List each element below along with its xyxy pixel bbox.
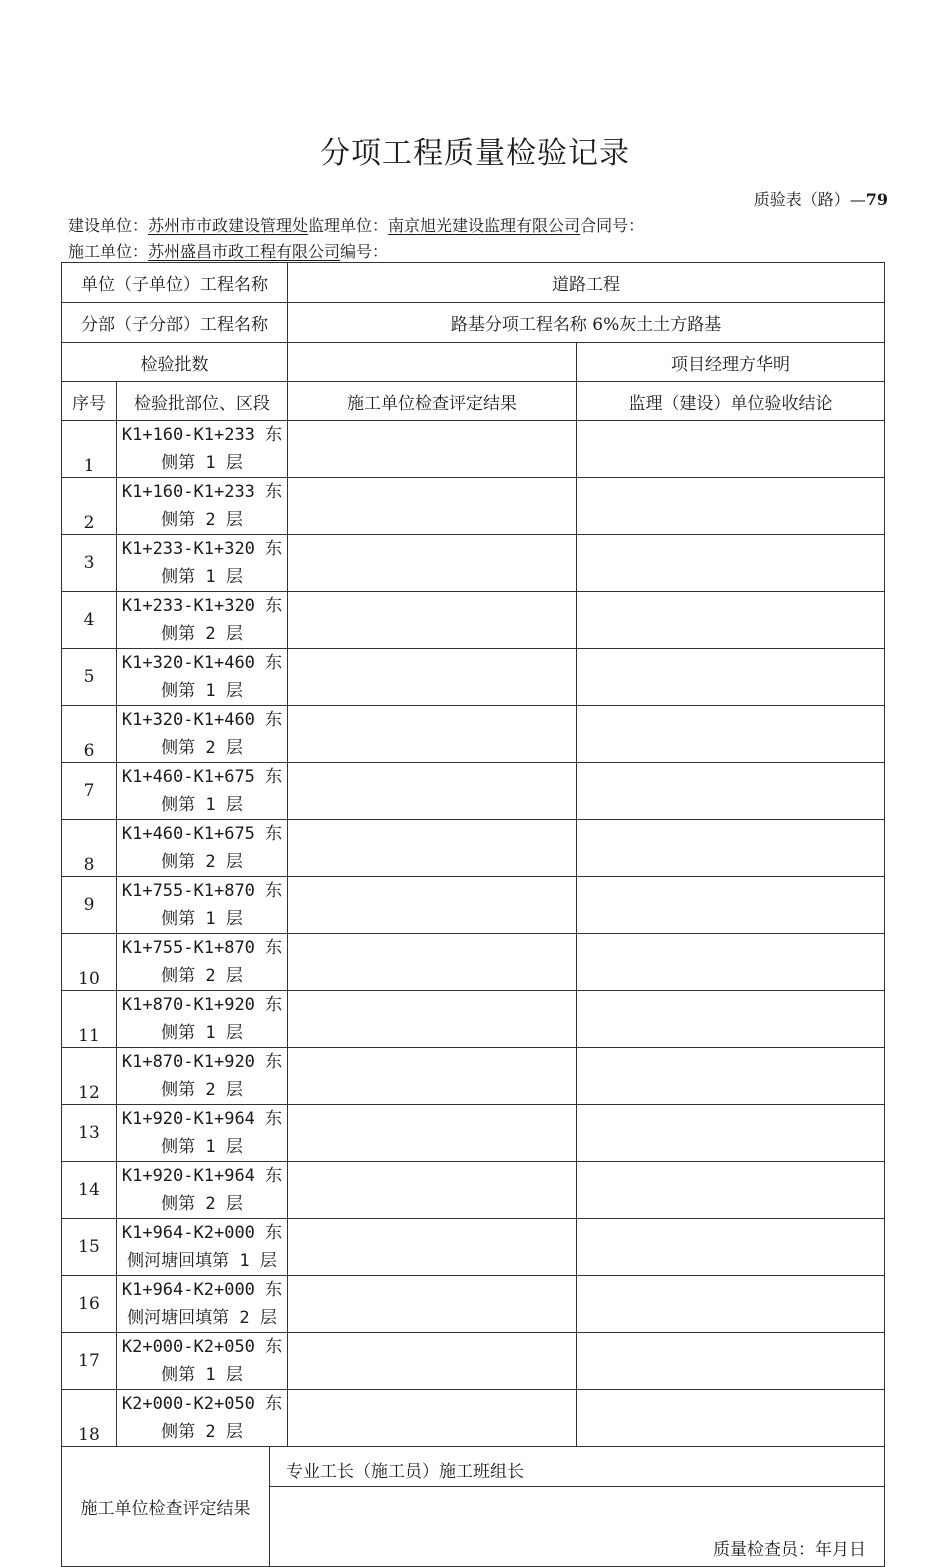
row-location: K1+233-K1+320 东侧第 1 层 [117, 535, 288, 592]
number-label: 编号： [340, 242, 389, 261]
form-code-number: 79 [865, 190, 888, 209]
builder-label: 施工单位： [68, 242, 149, 261]
table-row [62, 934, 885, 991]
form-code [754, 187, 888, 210]
row-seq: 15 [62, 1219, 117, 1276]
table-row [62, 1105, 885, 1162]
row-supervisor-result [577, 1162, 885, 1219]
table-row [62, 478, 885, 535]
row-builder-result [288, 1105, 577, 1162]
row-location: K2+000-K2+050 东侧第 2 层 [117, 1390, 288, 1447]
inspection-table [61, 262, 885, 1567]
row-seq: 1 [62, 421, 117, 478]
row-location: K1+964-K2+000 东侧河塘回填第 1 层 [117, 1219, 288, 1276]
row-location: K1+320-K1+460 东侧第 2 层 [117, 706, 288, 763]
contract-label: 合同号： [580, 216, 645, 235]
row-location: K1+920-K1+964 东侧第 2 层 [117, 1162, 288, 1219]
unit-row [62, 263, 885, 303]
row-seq: 8 [62, 820, 117, 877]
row-location: K1+460-K1+675 东侧第 2 层 [117, 820, 288, 877]
row-seq: 14 [62, 1162, 117, 1219]
row-builder-result [288, 1390, 577, 1447]
builder-value: 苏州盛昌市政工程有限公司 [148, 242, 341, 261]
row-location: K1+870-K1+920 东侧第 2 层 [117, 1048, 288, 1105]
table-row [62, 1048, 885, 1105]
row-builder-result [288, 820, 577, 877]
division-row [62, 303, 885, 343]
division-label: 分部（子分部）工程名称 [62, 303, 288, 343]
table-row [62, 421, 885, 478]
division-value: 路基分项工程名称 6%灰土土方路基 [288, 303, 885, 343]
row-builder-result [288, 649, 577, 706]
table-row [62, 706, 885, 763]
row-seq: 10 [62, 934, 117, 991]
table-row [62, 649, 885, 706]
row-supervisor-result [577, 1048, 885, 1105]
row-location: K1+920-K1+964 东侧第 1 层 [117, 1105, 288, 1162]
row-builder-result [288, 763, 577, 820]
page-title: 分项工程质量检验记录 [320, 136, 630, 171]
col-builder-result: 施工单位检查评定结果 [288, 382, 577, 421]
table-row [62, 535, 885, 592]
batch-count-label: 检验批数 [62, 343, 288, 382]
row-seq: 9 [62, 877, 117, 934]
row-builder-result [288, 991, 577, 1048]
footer-label: 施工单位检查评定结果 [62, 1447, 270, 1567]
column-header-row [62, 382, 885, 421]
row-supervisor-result [577, 1390, 885, 1447]
row-builder-result [288, 592, 577, 649]
table-row [62, 1276, 885, 1333]
table-row [62, 820, 885, 877]
row-supervisor-result [577, 1333, 885, 1390]
row-supervisor-result [577, 934, 885, 991]
row-builder-result [288, 934, 577, 991]
row-location: K1+160-K1+233 东侧第 1 层 [117, 421, 288, 478]
row-supervisor-result [577, 706, 885, 763]
row-builder-result [288, 478, 577, 535]
row-supervisor-result [577, 421, 885, 478]
row-location: K2+000-K2+050 东侧第 1 层 [117, 1333, 288, 1390]
row-location: K1+233-K1+320 东侧第 2 层 [117, 592, 288, 649]
table-row [62, 763, 885, 820]
row-supervisor-result [577, 820, 885, 877]
row-supervisor-result [577, 991, 885, 1048]
row-seq: 2 [62, 478, 117, 535]
meta-line-1 [68, 213, 644, 236]
row-supervisor-result [577, 763, 885, 820]
row-seq: 7 [62, 763, 117, 820]
row-seq: 12 [62, 1048, 117, 1105]
col-supervisor-result: 监理（建设）单位验收结论 [577, 382, 885, 421]
supervision-label: 监理单位： [308, 216, 389, 235]
meta-line-2 [68, 239, 388, 262]
row-builder-result [288, 1276, 577, 1333]
row-seq: 13 [62, 1105, 117, 1162]
row-location: K1+460-K1+675 东侧第 1 层 [117, 763, 288, 820]
construction-value: 苏州市市政建设管理处 [148, 216, 309, 235]
foreman-line: 专业工长（施工员）施工班组长 [270, 1447, 885, 1487]
batch-row [62, 343, 885, 382]
row-supervisor-result [577, 1219, 885, 1276]
row-builder-result [288, 1333, 577, 1390]
supervision-value: 南京旭光建设监理有限公司 [388, 216, 581, 235]
table-row [62, 1162, 885, 1219]
table-row [62, 991, 885, 1048]
row-builder-result [288, 421, 577, 478]
row-location: K1+755-K1+870 东侧第 2 层 [117, 934, 288, 991]
row-seq: 6 [62, 706, 117, 763]
row-builder-result [288, 877, 577, 934]
row-builder-result [288, 1162, 577, 1219]
row-seq: 17 [62, 1333, 117, 1390]
col-seq: 序号 [62, 382, 117, 421]
row-seq: 11 [62, 991, 117, 1048]
row-builder-result [288, 706, 577, 763]
unit-value: 道路工程 [288, 263, 885, 303]
row-supervisor-result [577, 1276, 885, 1333]
construction-label: 建设单位： [68, 216, 149, 235]
row-supervisor-result [577, 649, 885, 706]
row-builder-result [288, 1219, 577, 1276]
row-location: K1+870-K1+920 东侧第 1 层 [117, 991, 288, 1048]
batch-count-value [288, 343, 577, 382]
row-seq: 5 [62, 649, 117, 706]
row-seq: 16 [62, 1276, 117, 1333]
form-code-prefix: 质验表（路）— [753, 190, 866, 209]
table-row [62, 1333, 885, 1390]
row-builder-result [288, 1048, 577, 1105]
col-location: 检验批部位、区段 [117, 382, 288, 421]
project-manager: 项目经理方华明 [577, 343, 885, 382]
row-supervisor-result [577, 877, 885, 934]
row-supervisor-result [577, 592, 885, 649]
row-seq: 3 [62, 535, 117, 592]
row-location: K1+964-K2+000 东侧河塘回填第 2 层 [117, 1276, 288, 1333]
row-supervisor-result [577, 1105, 885, 1162]
row-location: K1+755-K1+870 东侧第 1 层 [117, 877, 288, 934]
table-row [62, 1390, 885, 1447]
row-location: K1+160-K1+233 东侧第 2 层 [117, 478, 288, 535]
footer-row [62, 1447, 885, 1487]
row-supervisor-result [577, 535, 885, 592]
table-row [62, 1219, 885, 1276]
row-builder-result [288, 535, 577, 592]
row-location: K1+320-K1+460 东侧第 1 层 [117, 649, 288, 706]
table-row [62, 877, 885, 934]
inspector-line: 质量检查员：年月日 [270, 1487, 885, 1567]
unit-label: 单位（子单位）工程名称 [62, 263, 288, 303]
row-seq: 4 [62, 592, 117, 649]
table-row [62, 592, 885, 649]
row-seq: 18 [62, 1390, 117, 1447]
row-supervisor-result [577, 478, 885, 535]
